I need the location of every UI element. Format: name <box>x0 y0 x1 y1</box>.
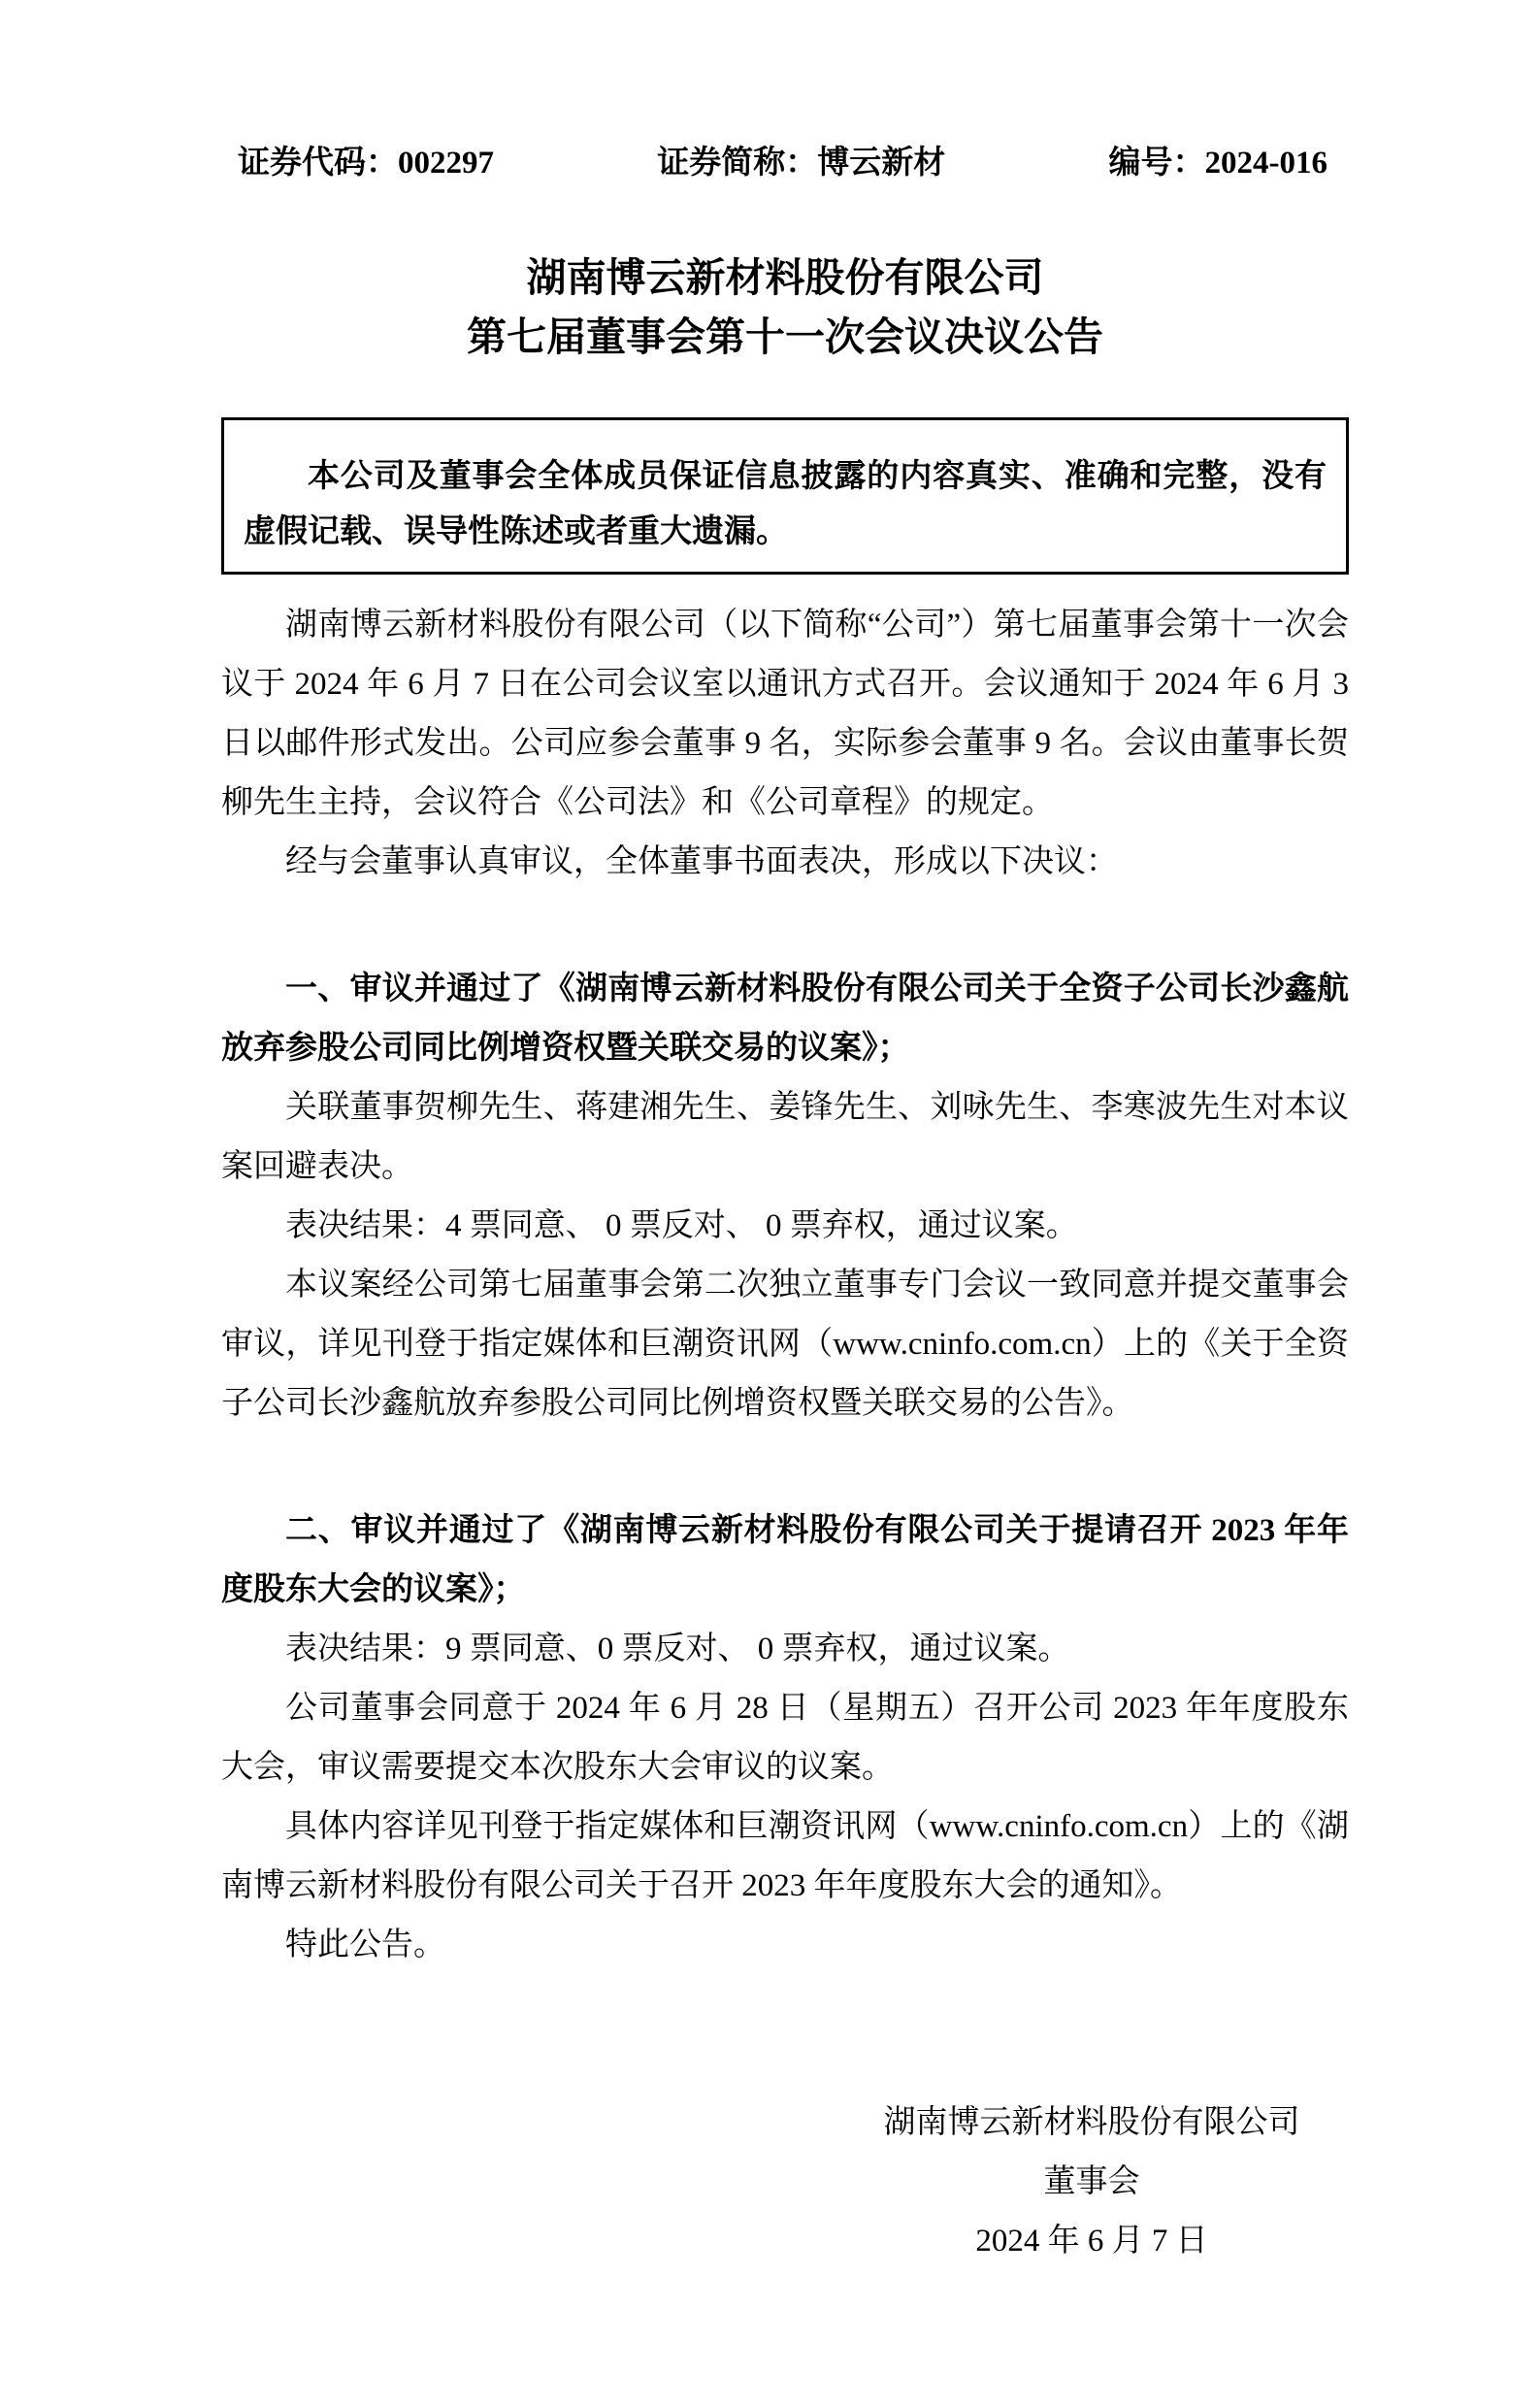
resolution-2-heading: 二、审议并通过了《湖南博云新材料股份有限公司关于提请召开 2023 年年度股东大会的议案》； <box>221 1513 1349 1607</box>
closing-paragraph: 特此公告。 <box>285 1928 445 1962</box>
resolution-1-vote-result: 表决结果：4 票同意、 0 票反对、 0 票弃权，通过议案。 <box>285 1208 1078 1243</box>
signature-block <box>835 2094 1349 2271</box>
resolution-1-abstain-paragraph: 关联董事贺柳先生、蒋建湘先生、姜锋先生、刘咏先生、李寒波先生对本议案回避表决。 <box>221 1090 1349 1184</box>
document-header <box>221 142 1349 184</box>
signature-board: 董事会 <box>1043 2164 1140 2199</box>
document-title-line1: 湖南博云新材料股份有限公司 <box>526 255 1044 300</box>
resolution-1-detail-paragraph: 本议案经公司第七届董事会第二次独立董事专门会议一致同意并提交董事会审议，详见刊登于指定媒体和巨潮资讯网（www.cninfo.com.cn）上的《关于全资子公司长沙鑫航放弃参股公司同比例增资权暨关联交易的公告》。 <box>221 1268 1349 1421</box>
resolution-lead-paragraph: 经与会董事认真审议，全体董事书面表决，形成以下决议： <box>285 844 1118 879</box>
document-title <box>221 248 1349 367</box>
signature-date: 2024 年 6 月 7 日 <box>975 2224 1208 2259</box>
resolution-2-meeting-date-paragraph: 公司董事会同意于 2024 年 6 月 28 日（星期五）召开公司 2023 年年度股东大会，审议需要提交本次股东大会审议的议案。 <box>221 1691 1349 1785</box>
stock-abbr: 证券简称：博云新材 <box>657 146 946 181</box>
resolution-1-heading: 一、审议并通过了《湖南博云新材料股份有限公司关于全资子公司长沙鑫航放弃参股公司同比例增资权暨关联交易的议案》； <box>221 972 1349 1066</box>
signature-company: 湖南博云新材料股份有限公司 <box>883 2105 1300 2140</box>
disclaimer-box <box>221 417 1349 575</box>
document-title-line2: 第七届董事会第十一次会议决议公告 <box>467 314 1103 359</box>
stock-code: 证券代码：002297 <box>238 146 494 181</box>
document-page <box>221 0 1349 2271</box>
doc-number: 编号：2024-016 <box>1108 146 1327 181</box>
meeting-intro-paragraph: 湖南博云新材料股份有限公司（以下简称“公司”）第七届董事会第十一次会议于 2024 年 6 月 7 日在公司会议室以通讯方式召开。会议通知于 2024 年 6 月 3 日以邮件形式发出。公司应参会董事 9 名，实际参会董事 9 名。会议由董事长贺柳先生主持，会议符合《公司法》和《公司章程》的规定。 <box>221 608 1349 820</box>
disclaimer-text: 本公司及董事会全体成员保证信息披露的内容真实、准确和完整，没有虚假记载、误导性陈述或者重大遗漏。 <box>244 459 1327 549</box>
resolution-2-detail-paragraph: 具体内容详见刊登于指定媒体和巨潮资讯网（www.cninfo.com.cn）上的《湖南博云新材料股份有限公司关于召开 2023 年年度股东大会的通知》。 <box>221 1809 1349 1903</box>
resolution-2-vote-result: 表决结果：9 票同意、0 票反对、 0 票弃权，通过议案。 <box>285 1632 1070 1666</box>
